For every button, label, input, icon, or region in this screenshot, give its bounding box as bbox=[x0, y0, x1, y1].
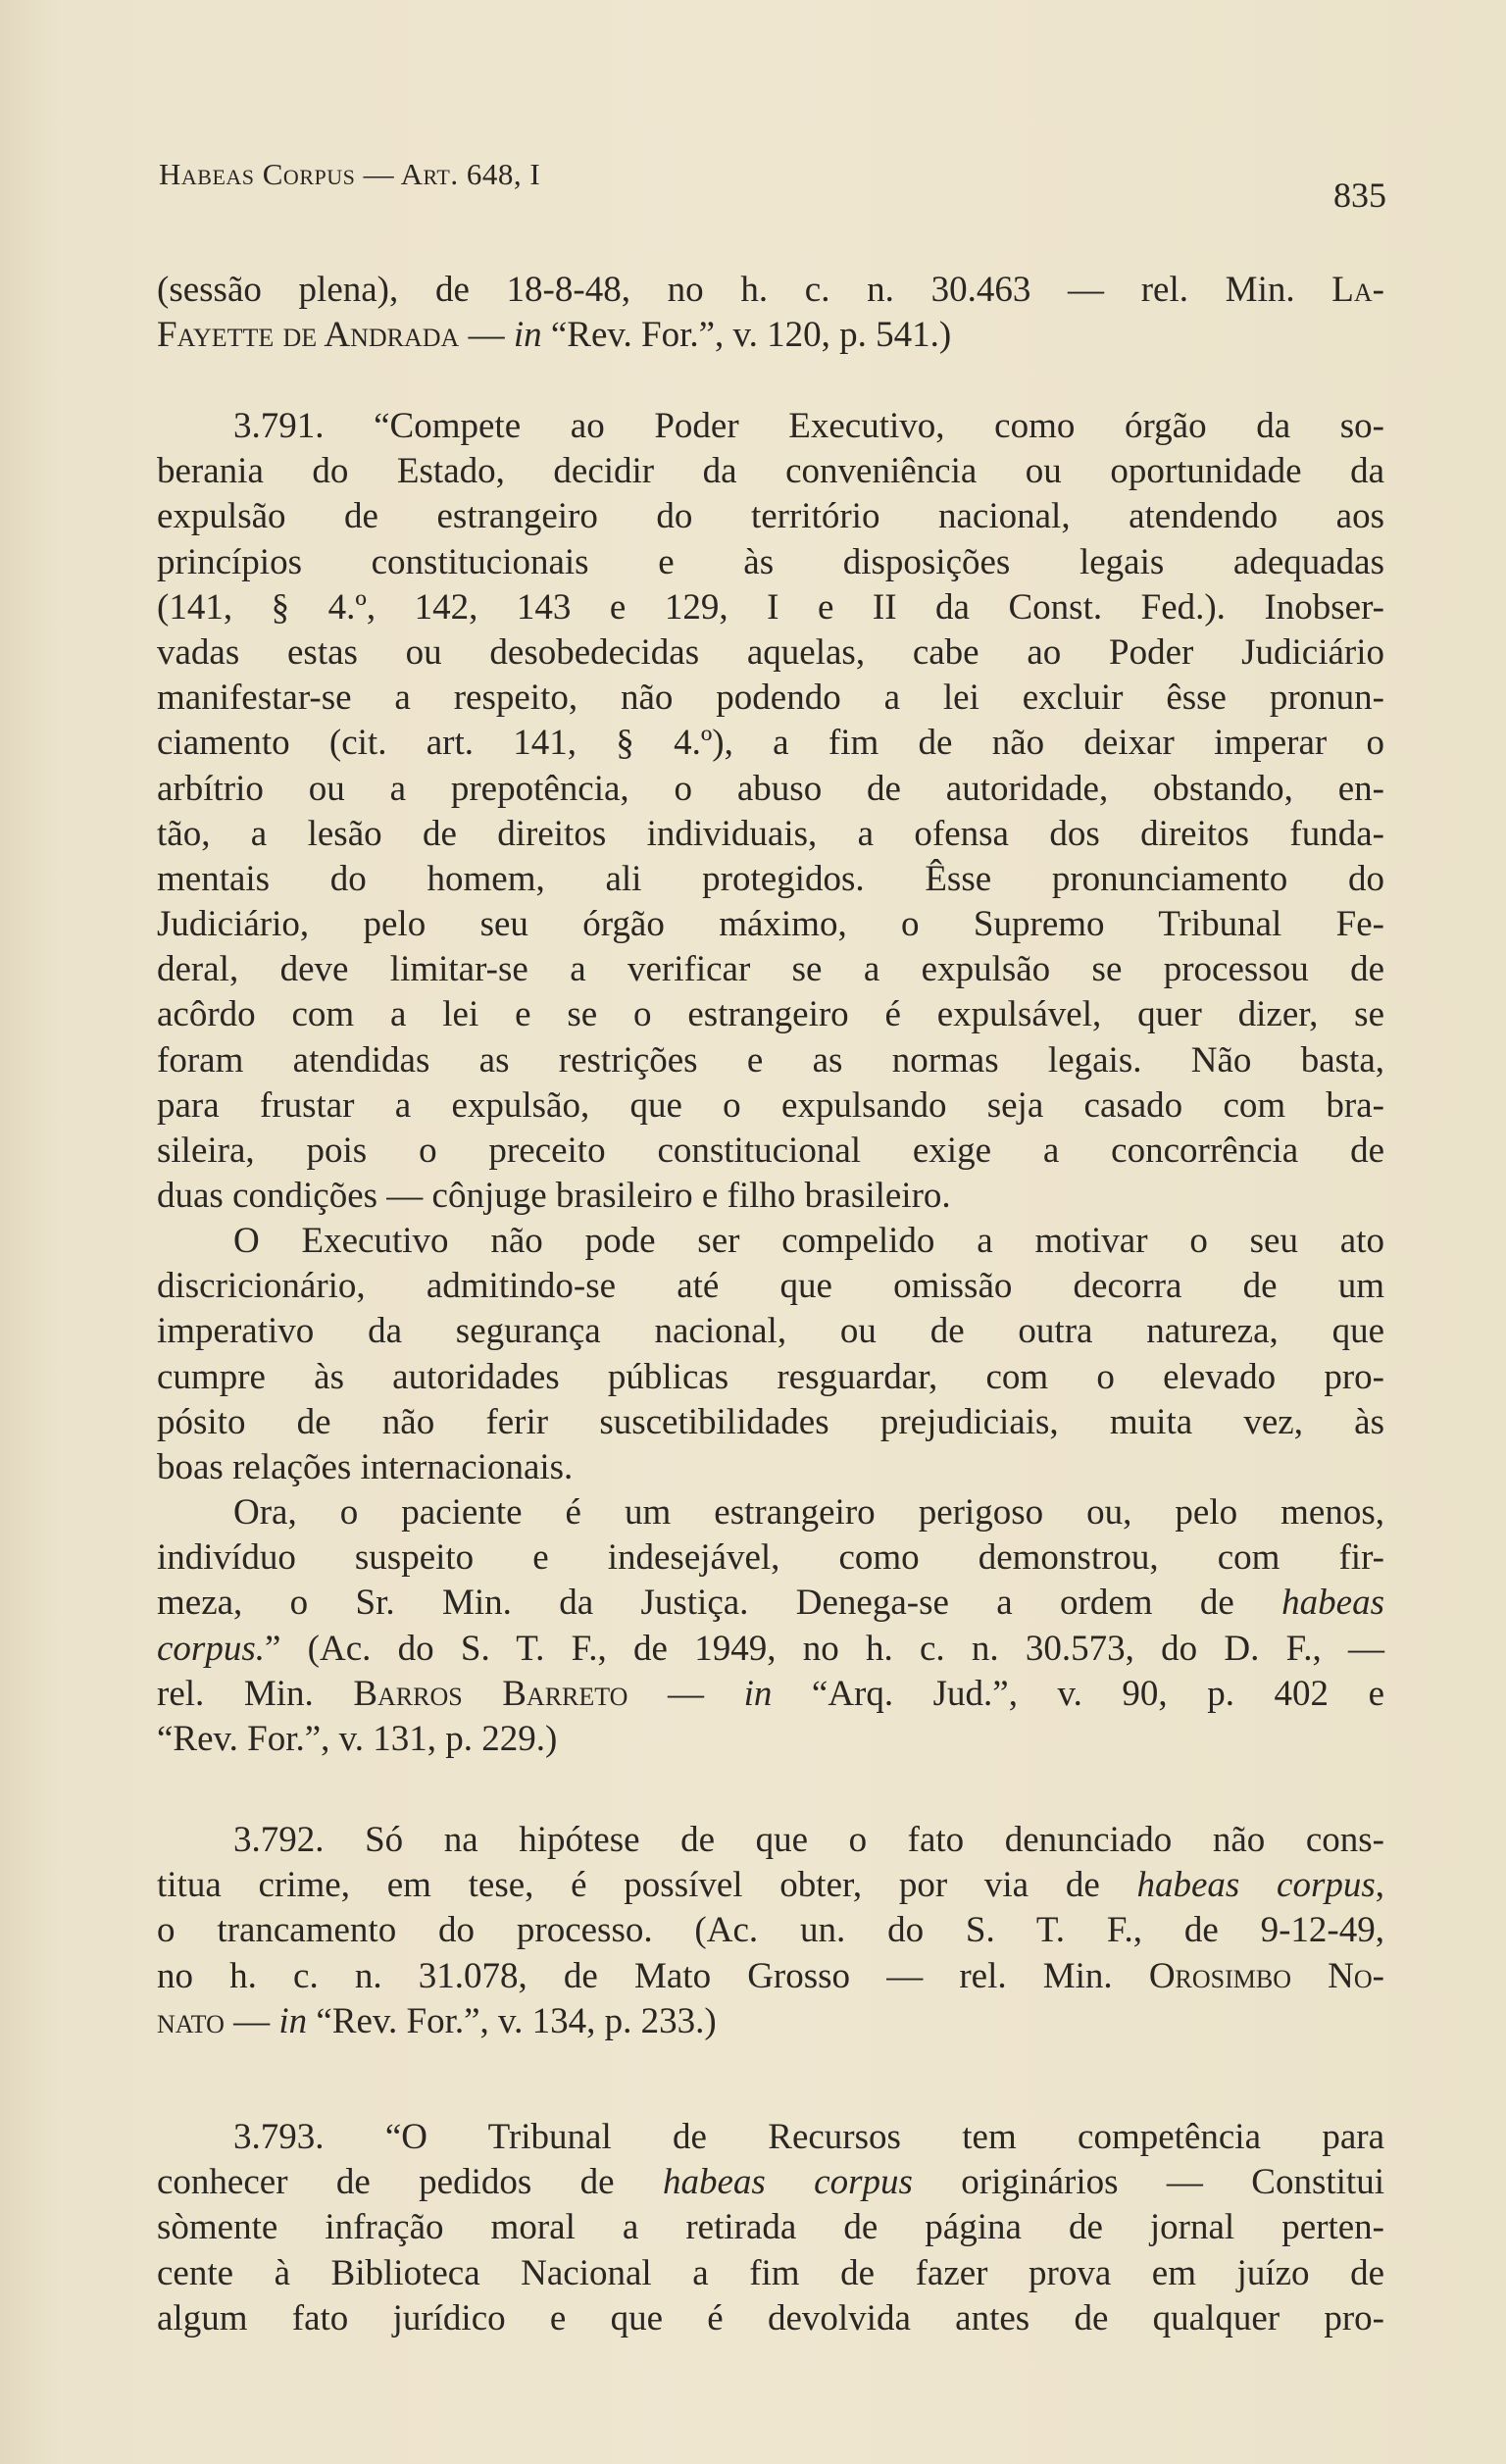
text-segment: berania do Estado, decidir da conveniência ou oportunidade da bbox=[157, 451, 1384, 492]
text-segment: , bbox=[1375, 1865, 1384, 1906]
text-segment: arbítrio ou a prepotência, o abuso de autoridade, obstando, en- bbox=[157, 768, 1384, 809]
text-segment: “Rev. For.”, v. 120, p. 541.) bbox=[541, 315, 952, 356]
italic-text: in bbox=[278, 2000, 308, 2041]
text-line bbox=[157, 1672, 1384, 1717]
text-line bbox=[157, 585, 1384, 630]
text-line bbox=[157, 630, 1384, 676]
text-segment: pósito de não ferir suscetibilidades prejudiciais, muita vez, às bbox=[157, 1401, 1384, 1442]
text-line bbox=[157, 2205, 1384, 2250]
text-segment: manifestar-se a respeito, não podendo a lei excluir êsse pronun- bbox=[157, 678, 1384, 719]
text-line bbox=[157, 449, 1384, 494]
text-line bbox=[157, 1908, 1384, 1953]
text-line bbox=[157, 1717, 1384, 1762]
text-segment: algum fato jurídico e que é devolvida antes de qualquer pro- bbox=[157, 2297, 1384, 2338]
text-segment: 3.791. “Compete ao Poder Executivo, como órgão da so- bbox=[233, 406, 1384, 446]
text-segment: titua crime, em tese, é possível obter, por via de bbox=[157, 1865, 1137, 1906]
text-line bbox=[157, 676, 1384, 721]
text-line bbox=[157, 1129, 1384, 1174]
text-line bbox=[157, 1490, 1384, 1535]
text-segment: duas condições — cônjuge brasileiro e filho brasileiro. bbox=[157, 1176, 951, 1217]
text-line bbox=[157, 1999, 1384, 2044]
text-line bbox=[157, 1818, 1384, 1863]
italic-text: habeas corpus bbox=[1136, 1865, 1376, 1906]
text-segment: “Arq. Jud.”, v. 90, p. 402 e bbox=[772, 1673, 1385, 1714]
paragraph-continuation bbox=[157, 268, 1384, 358]
text-line bbox=[157, 812, 1384, 857]
text-segment: expulsão de estrangeiro do território nacional, atendendo aos bbox=[157, 496, 1384, 537]
text-segment: 3.792. Só na hipótese de que o fato denunciado não cons- bbox=[233, 1820, 1384, 1860]
text-line bbox=[157, 540, 1384, 585]
small-caps-name: Orosimbo No- bbox=[1148, 1955, 1384, 1996]
text-line bbox=[157, 947, 1384, 992]
text-line bbox=[157, 1581, 1384, 1626]
text-segment: tão, a lesão de direitos individuais, a ofensa dos direitos funda- bbox=[157, 813, 1384, 854]
text-line bbox=[157, 1954, 1384, 1999]
text-segment: deral, deve limitar-se a verificar se a expulsão se processou de bbox=[157, 949, 1384, 990]
italic-text: habeas corpus bbox=[662, 2162, 913, 2203]
text-line bbox=[157, 1863, 1384, 1908]
text-segment: sileira, pois o preceito constitucional exige a concorrência de bbox=[157, 1131, 1384, 1171]
text-segment: originários — Constitui bbox=[912, 2162, 1384, 2203]
text-line bbox=[157, 1264, 1384, 1309]
italic-text: in bbox=[513, 315, 542, 356]
text-segment: conhecer de pedidos de bbox=[157, 2162, 663, 2203]
paragraph-executivo bbox=[157, 1219, 1384, 1490]
text-segment: indivíduo suspeito e indesejável, como demonstrou, com fir- bbox=[157, 1537, 1384, 1579]
text-segment: ” (Ac. do S. T. F., de 1949, no h. c. n. 30.573, do D. F., — bbox=[264, 1628, 1384, 1669]
text-segment: “Rev. For.”, v. 134, p. 233.) bbox=[307, 2000, 717, 2041]
text-line bbox=[157, 1309, 1384, 1354]
text-line bbox=[157, 767, 1384, 812]
text-segment: rel. Min. bbox=[157, 1673, 354, 1714]
paragraph-ora bbox=[157, 1490, 1384, 1762]
text-segment: o trancamento do processo. (Ac. un. do S. T. F., de 9-12-49, bbox=[157, 1910, 1384, 1951]
text-line bbox=[157, 1400, 1384, 1445]
text-segment: — bbox=[224, 2000, 279, 2041]
text-line bbox=[157, 404, 1384, 449]
text-segment: (141, § 4.º, 142, 143 e 129, I e II da Const. Fed.). Inobser- bbox=[157, 586, 1384, 628]
text-segment: boas relações internacionais. bbox=[157, 1446, 574, 1487]
text-line bbox=[157, 1219, 1384, 1264]
text-line bbox=[157, 992, 1384, 1037]
paragraph-3792 bbox=[157, 1818, 1384, 2044]
text-segment: meza, o Sr. Min. da Justiça. Denega-se a ordem de bbox=[157, 1583, 1282, 1624]
text-line bbox=[157, 857, 1384, 902]
text-segment: cumpre às autoridades públicas resguardar, com o elevado pro- bbox=[157, 1356, 1384, 1397]
text-line bbox=[157, 2251, 1384, 2296]
text-line bbox=[157, 1355, 1384, 1400]
text-segment: — bbox=[459, 315, 514, 356]
small-caps-name: nato bbox=[157, 2000, 225, 2041]
text-segment: foram atendidas as restrições e as normas legais. Não basta, bbox=[157, 1039, 1384, 1081]
text-line bbox=[157, 2296, 1384, 2341]
text-segment: cente à Biblioteca Nacional a fim de fazer prova em juízo de bbox=[157, 2252, 1384, 2293]
italic-text: habeas bbox=[1281, 1583, 1384, 1624]
text-segment: Ora, o paciente é um estrangeiro perigoso ou, pelo menos, bbox=[233, 1492, 1384, 1533]
text-segment: discricionário, admitindo-se até que omissão decorra de um bbox=[157, 1266, 1384, 1307]
italic-text: corpus. bbox=[157, 1628, 265, 1669]
text-segment: “Rev. For.”, v. 131, p. 229.) bbox=[157, 1718, 558, 1759]
text-line bbox=[157, 902, 1384, 947]
page-number: 835 bbox=[1333, 176, 1386, 215]
running-title: Habeas Corpus — Art. 648, I bbox=[159, 157, 541, 191]
text-segment: no h. c. n. 31.078, de Mato Grosso — rel. Min. bbox=[157, 1955, 1149, 1996]
text-segment: princípios constitucionais e às disposições legais adequadas bbox=[157, 541, 1384, 582]
text-segment: acôrdo com a lei e se o estrangeiro é expulsável, quer dizer, se bbox=[157, 994, 1384, 1035]
text-line bbox=[157, 2115, 1384, 2160]
text-segment: imperativo da segurança nacional, ou de outra natureza, que bbox=[157, 1311, 1384, 1352]
text-segment: Judiciário, pelo seu órgão máximo, o Supremo Tribunal Fe- bbox=[157, 904, 1384, 945]
text-segment: vadas estas ou desobedecidas aquelas, cabe ao Poder Judiciário bbox=[157, 631, 1384, 673]
text-segment: O Executivo não pode ser compelido a motivar o seu ato bbox=[233, 1221, 1384, 1261]
text-line bbox=[157, 2160, 1384, 2205]
text-line bbox=[157, 721, 1384, 766]
text-segment: sòmente infração moral a retirada de página de jornal perten- bbox=[157, 2207, 1384, 2248]
text-line bbox=[157, 1627, 1384, 1672]
text-line bbox=[157, 1535, 1384, 1581]
text-segment: para frustar a expulsão, que o expulsando seja casado com bra- bbox=[157, 1084, 1384, 1126]
small-caps-name: Fayette de Andrada bbox=[157, 315, 460, 356]
text-line bbox=[157, 313, 1384, 358]
text-line bbox=[157, 1174, 1384, 1219]
text-segment: 3.793. “O Tribunal de Recursos tem competência para bbox=[233, 2117, 1384, 2157]
text-line bbox=[157, 1038, 1384, 1083]
text-line bbox=[157, 1083, 1384, 1129]
page-header bbox=[159, 157, 1386, 216]
paragraph-3791 bbox=[157, 404, 1384, 1219]
small-caps-name: La- bbox=[1331, 270, 1384, 310]
text-segment: — bbox=[628, 1673, 744, 1714]
text-segment: (sessão plena), de 18-8-48, no h. c. n. 30.463 — rel. Min. bbox=[157, 270, 1332, 310]
italic-text: in bbox=[743, 1673, 773, 1714]
text-line bbox=[157, 494, 1384, 539]
text-segment: mentais do homem, ali protegidos. Êsse pronunciamento do bbox=[157, 858, 1384, 899]
text-line bbox=[157, 268, 1384, 313]
small-caps-name: Barros Barreto bbox=[353, 1673, 628, 1714]
text-line bbox=[157, 1445, 1384, 1490]
text-segment: ciamento (cit. art. 141, § 4.º), a fim de não deixar imperar o bbox=[157, 723, 1384, 764]
paragraph-3793 bbox=[157, 2115, 1384, 2341]
